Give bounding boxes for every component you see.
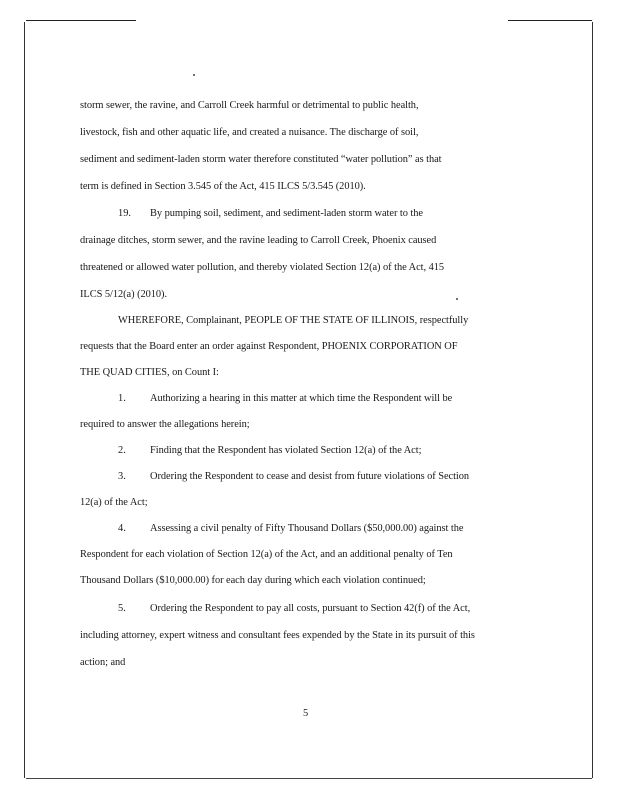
item-number: 5. (118, 603, 126, 614)
item-line: Thousand Dollars ($10,000.00) for each day during which each violation continued; (80, 575, 426, 586)
scan-border-top-right (508, 20, 592, 21)
wherefore-line: THE QUAD CITIES, on Count I: (80, 367, 219, 378)
item-line: 12(a) of the Act; (80, 497, 148, 508)
scan-speck (193, 74, 195, 76)
item-line: required to answer the allegations herein; (80, 419, 250, 430)
item-line: Ordering the Respondent to cease and desist from future violations of Section (150, 471, 470, 482)
paragraph-number: 19. (118, 208, 131, 219)
item-number: 3. (118, 471, 126, 482)
scan-border-bottom (26, 778, 592, 779)
wherefore-line: requests that the Board enter an order against Respondent, PHOENIX CORPORATION OF (80, 341, 458, 352)
wherefore-line: WHEREFORE, Complainant, PEOPLE OF THE STATE OF ILLINOIS, respectfully (118, 315, 469, 326)
scan-border-left (24, 22, 25, 778)
scan-border-right (592, 22, 593, 778)
body-line: sediment and sediment-laden storm water therefore constituted “water pollution” as that (80, 154, 442, 165)
item-line: Ordering the Respondent to pay all costs, pursuant to Section 42(f) of the Act, (150, 603, 471, 614)
body-line: term is defined in Section 3.545 of the Act, 415 ILCS 5/3.545 (2010). (80, 181, 366, 192)
body-line: drainage ditches, storm sewer, and the ravine leading to Carroll Creek, Phoenix caused (80, 235, 437, 246)
item-line: action; and (80, 657, 126, 668)
item-number: 4. (118, 523, 126, 534)
scan-border-top-left (26, 20, 136, 21)
body-line: storm sewer, the ravine, and Carroll Creek harmful or detrimental to public health, (80, 100, 419, 111)
item-line: including attorney, expert witness and consultant fees expended by the State in its pursuit of this (80, 630, 475, 641)
scan-speck (456, 298, 458, 300)
body-line: By pumping soil, sediment, and sediment-laden storm water to the (150, 208, 423, 219)
page-number: 5 (303, 708, 309, 719)
item-line: Authorizing a hearing in this matter at which time the Respondent will be (150, 393, 453, 404)
item-line: Respondent for each violation of Section 12(a) of the Act, and an additional penalty of Ten (80, 549, 453, 560)
item-number: 2. (118, 445, 126, 456)
body-line: threatened or allowed water pollution, and thereby violated Section 12(a) of the Act, 415 (80, 262, 445, 273)
item-line: Assessing a civil penalty of Fifty Thousand Dollars ($50,000.00) against the (150, 523, 464, 534)
body-line: livestock, fish and other aquatic life, and created a nuisance. The discharge of soil, (80, 127, 419, 138)
item-line: Finding that the Respondent has violated Section 12(a) of the Act; (150, 445, 422, 456)
body-line: ILCS 5/12(a) (2010). (80, 289, 168, 300)
item-number: 1. (118, 393, 126, 404)
